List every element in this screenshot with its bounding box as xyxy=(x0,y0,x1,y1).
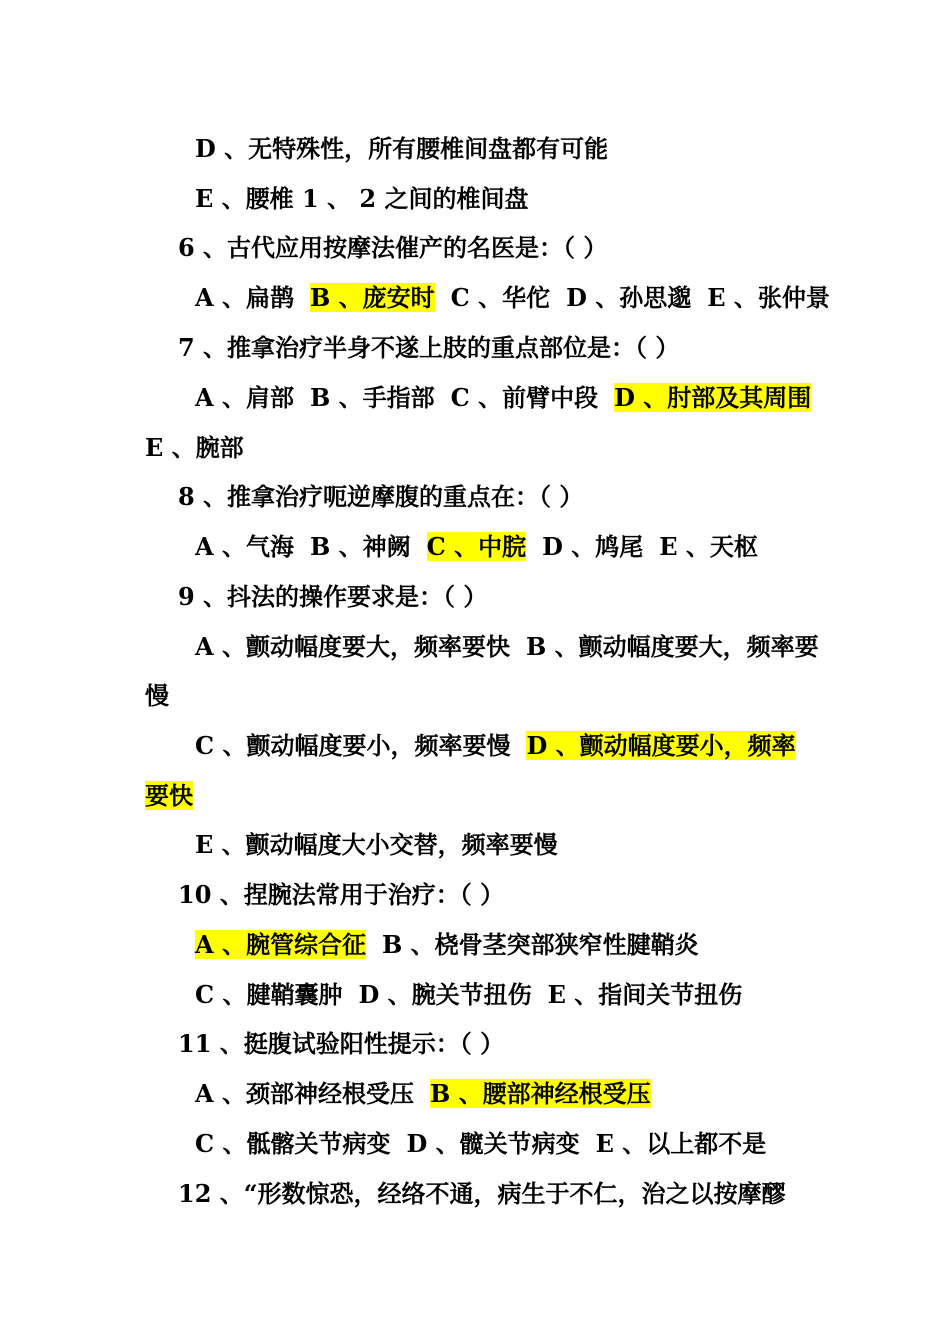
question-text: 9 、抖法的操作要求是：（ ） xyxy=(178,582,488,611)
option-text: A 、颤动幅度要大，频率要快 xyxy=(195,632,510,661)
options-line xyxy=(195,1079,651,1109)
options-line xyxy=(195,830,558,860)
highlighted-answer: D 、肘部及其周围 xyxy=(614,383,812,412)
option-text: 慢 xyxy=(145,681,169,710)
question-text: 7 、推拿治疗半身不遂上肢的重点部位是：（ ） xyxy=(178,333,680,362)
option-text: E 、颤动幅度大小交替，频率要慢 xyxy=(195,830,558,859)
options-line xyxy=(195,980,742,1010)
question-text: 8 、推拿治疗呃逆摩腹的重点在：（ ） xyxy=(178,482,584,511)
options-line xyxy=(195,532,758,562)
options-line xyxy=(195,283,830,313)
option-text: C 、腱鞘囊肿 xyxy=(195,980,343,1009)
option-text: C 、骶髂关节病变 xyxy=(195,1129,391,1158)
options-line xyxy=(195,632,819,662)
question-line xyxy=(178,880,504,910)
option-text: E 、指间关节扭伤 xyxy=(547,980,743,1009)
options-line xyxy=(195,731,796,761)
question-line xyxy=(178,1179,786,1209)
option-text: E 、以上都不是 xyxy=(595,1129,767,1158)
option-text: B 、桡骨茎突部狭窄性腱鞘炎 xyxy=(381,930,699,959)
option-text: A 、扁鹊 xyxy=(195,283,294,312)
options-line xyxy=(145,433,244,463)
question-text: 11 、挺腹试验阳性提示：（ ） xyxy=(178,1029,505,1058)
options-line xyxy=(195,1129,766,1159)
highlighted-answer: B 、庞安时 xyxy=(309,283,435,312)
question-line xyxy=(178,1029,504,1059)
text-line xyxy=(195,134,608,164)
option-text: D 、鸠尾 xyxy=(542,532,644,561)
option-text: D 、无特殊性，所有腰椎间盘都有可能 xyxy=(195,134,609,163)
option-text: A 、气海 xyxy=(195,532,294,561)
option-text: A 、颈部神经根受压 xyxy=(195,1079,414,1108)
highlighted-answer: D 、颤动幅度要小，频率 xyxy=(526,731,796,760)
option-text: B 、颤动幅度要大，频率要 xyxy=(525,632,819,661)
option-text: E 、张仲景 xyxy=(707,283,830,312)
highlighted-answer: A 、腕管综合征 xyxy=(195,930,366,959)
option-text: D 、孙思邈 xyxy=(566,283,692,312)
option-text: D 、腕关节扭伤 xyxy=(358,980,532,1009)
option-text: B 、手指部 xyxy=(309,383,435,412)
option-text: D 、髋关节病变 xyxy=(406,1129,580,1158)
question-line xyxy=(178,482,583,512)
option-text: E 、天枢 xyxy=(659,532,758,561)
question-line xyxy=(178,333,679,363)
options-line xyxy=(145,781,193,811)
highlighted-answer: B 、腰部神经根受压 xyxy=(429,1079,651,1108)
option-text: A 、肩部 xyxy=(195,383,294,412)
question-text: 12 、“形数惊恐，经络不通，病生于不仁，治之以按摩醪 xyxy=(178,1179,786,1208)
options-line xyxy=(145,681,169,711)
option-text: E 、腰椎 1 、 2 之间的椎间盘 xyxy=(195,184,529,213)
option-text: C 、前臂中段 xyxy=(450,383,599,412)
question-line xyxy=(178,582,487,612)
question-line xyxy=(178,233,607,263)
option-text: E 、腕部 xyxy=(145,433,244,462)
option-text: C 、颤动幅度要小，频率要慢 xyxy=(195,731,511,760)
text-line xyxy=(195,184,528,214)
option-text: B 、神阙 xyxy=(309,532,411,561)
question-text: 10 、捏腕法常用于治疗：（ ） xyxy=(178,880,505,909)
options-line xyxy=(195,383,811,413)
highlighted-answer: 要快 xyxy=(145,781,193,810)
question-text: 6 、古代应用按摩法催产的名医是：（ ） xyxy=(178,233,608,262)
options-line xyxy=(195,930,699,960)
option-text: C 、华佗 xyxy=(450,283,551,312)
highlighted-answer: C 、中脘 xyxy=(426,532,527,561)
